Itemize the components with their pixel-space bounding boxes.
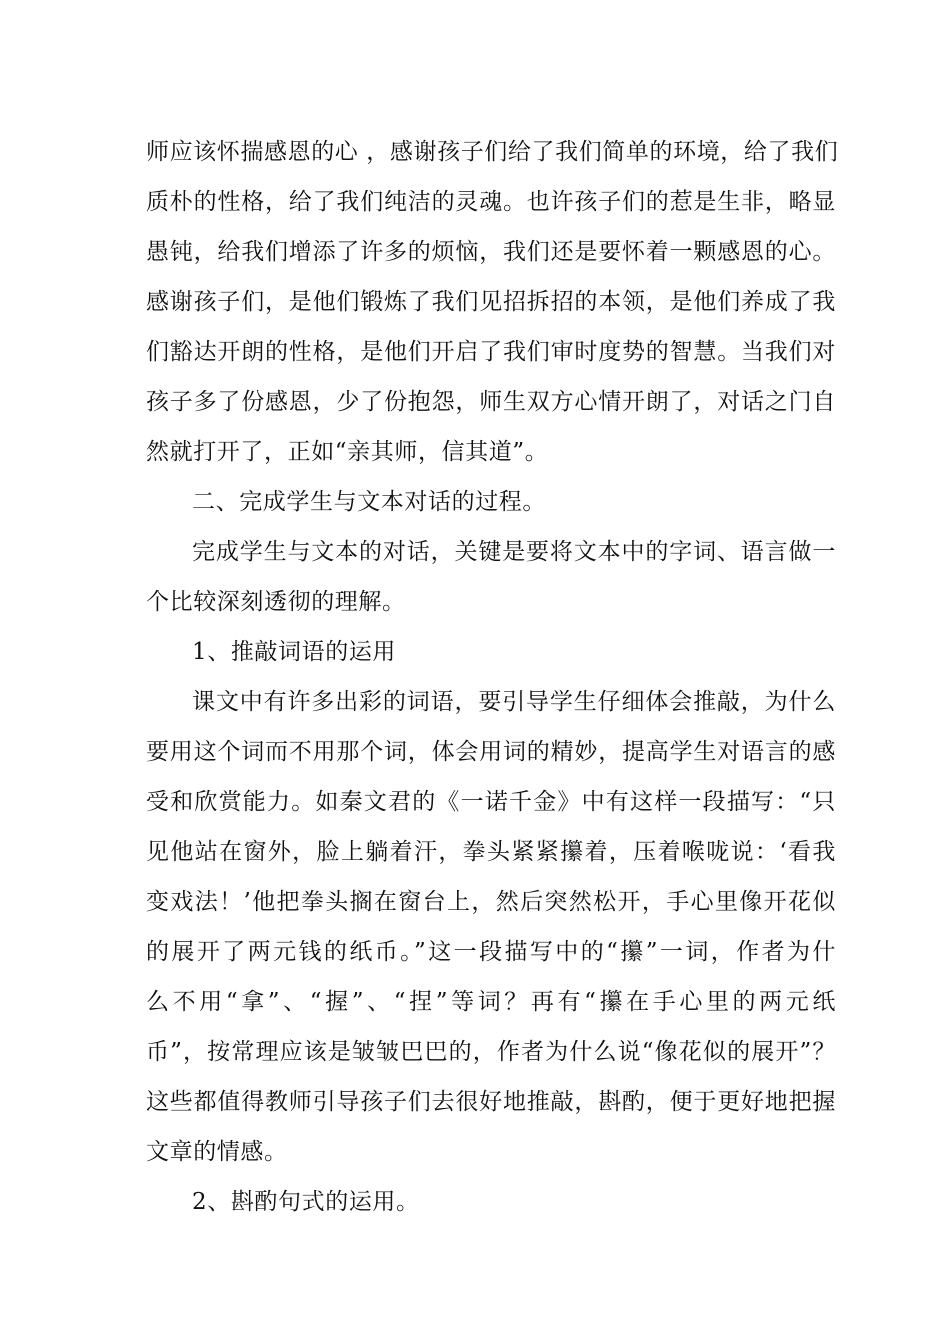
text-line: 课文中有许多出彩的词语，要引导学生仔细体会推敲，为什么 bbox=[192, 689, 836, 715]
text-line: 见他站在窗外，脸上躺着汗，拳头紧紧攥着，压着喉咙说：‘看我 bbox=[146, 839, 836, 865]
text-line: 的展开了两元钱的纸币。”这一段描写中的“攥”一词，作者为什 bbox=[146, 939, 836, 965]
text-line: 么不用“拿”、“握”、“捏”等词？再有“攥在手心里的两元纸 bbox=[146, 989, 836, 1015]
text-line: 愚钝，给我们增添了许多的烦恼，我们还是要怀着一颗感恩的心。 bbox=[146, 239, 836, 265]
text-line: 师应该怀揣感恩的心 ，感谢孩子们给了我们简单的环境，给了我们 bbox=[146, 139, 839, 165]
text-line: 要用这个词而不用那个词，体会用词的精妙，提高学生对语言的感 bbox=[146, 739, 836, 765]
text-line: 受和欣赏能力。如秦文君的《一诺千金》中有这样一段描写：“只 bbox=[146, 789, 836, 815]
subsection-heading: 1、推敲词语的运用 bbox=[192, 639, 397, 665]
section-heading: 二、完成学生与文本对话的过程。 bbox=[192, 489, 546, 515]
text-line: 币”，按常理应该是皱皱巴巴的，作者为什么说“像花似的展开”？ bbox=[146, 1039, 836, 1065]
text-line: 变戏法！’他把拳头搁在窗台上，然后突然松开，手心里像开花似 bbox=[146, 889, 836, 915]
subsection-heading: 2、斟酌句式的运用。 bbox=[192, 1189, 420, 1215]
text-line: 质朴的性格，给了我们纯洁的灵魂。也许孩子们的惹是生非，略显 bbox=[146, 189, 836, 215]
text-line: 然就打开了，正如“亲其师，信其道”。 bbox=[146, 439, 549, 465]
text-line: 孩子多了份感恩，少了份抱怨，师生双方心情开朗了，对话之门自 bbox=[146, 389, 836, 415]
text-line: 们豁达开朗的性格，是他们开启了我们审时度势的智慧。当我们对 bbox=[146, 339, 836, 365]
text-line: 个比较深刻透彻的理解。 bbox=[146, 589, 406, 615]
text-line: 完成学生与文本的对话，关键是要将文本中的字词、语言做一 bbox=[192, 539, 836, 565]
text-line: 文章的情感。 bbox=[146, 1139, 288, 1165]
text-line: 这些都值得教师引导孩子们去很好地推敲，斟酌，便于更好地把握 bbox=[146, 1089, 836, 1115]
text-line: 感谢孩子们，是他们锻炼了我们见招拆招的本领，是他们养成了我 bbox=[146, 289, 836, 315]
